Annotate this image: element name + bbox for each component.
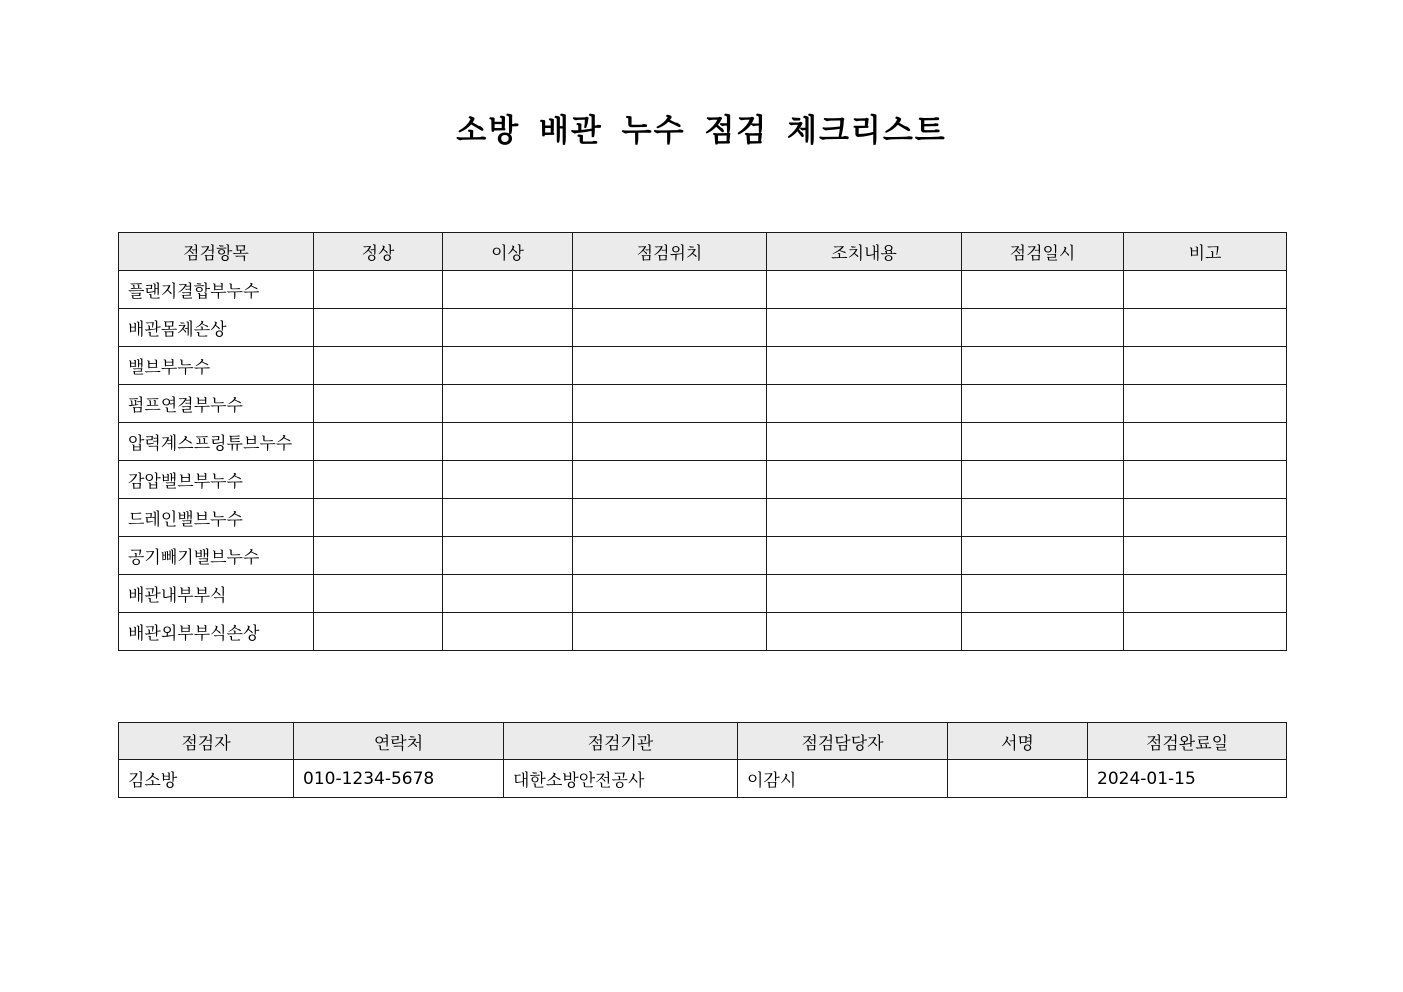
header-agency: 점검기관: [504, 723, 738, 760]
datetime-cell[interactable]: [962, 271, 1124, 309]
location-cell[interactable]: [573, 461, 767, 499]
item-name: 드레인밸브누수: [119, 499, 314, 537]
checklist-row: [119, 499, 1287, 537]
checklist-row: [119, 347, 1287, 385]
datetime-cell[interactable]: [962, 537, 1124, 575]
remarks-cell[interactable]: [1124, 271, 1287, 309]
document-title: 소방 배관 누수 점검 체크리스트: [456, 113, 947, 149]
remarks-cell[interactable]: [1124, 347, 1287, 385]
item-name: 배관몸체손상: [119, 309, 314, 347]
abnormal-cell[interactable]: [443, 575, 573, 613]
checklist-row: [119, 461, 1287, 499]
normal-cell[interactable]: [314, 537, 443, 575]
datetime-cell[interactable]: [962, 347, 1124, 385]
checklist-row: [119, 385, 1287, 423]
abnormal-cell[interactable]: [443, 537, 573, 575]
inspector-info-table: [118, 722, 1287, 798]
datetime-cell[interactable]: [962, 309, 1124, 347]
item-name: 공기빼기밸브누수: [119, 537, 314, 575]
action-cell[interactable]: [767, 461, 962, 499]
datetime-cell[interactable]: [962, 423, 1124, 461]
inspection-agency[interactable]: 대한소방안전공사: [504, 760, 738, 798]
header-inspector: 점검자: [119, 723, 294, 760]
remarks-cell[interactable]: [1124, 423, 1287, 461]
info-row: [119, 760, 1287, 798]
normal-cell[interactable]: [314, 461, 443, 499]
item-name: 펌프연결부누수: [119, 385, 314, 423]
location-cell[interactable]: [573, 499, 767, 537]
contact-number[interactable]: 010-1234-5678: [294, 760, 504, 798]
header-inspection-item: 점검항목: [119, 233, 314, 271]
abnormal-cell[interactable]: [443, 385, 573, 423]
action-cell[interactable]: [767, 575, 962, 613]
action-cell[interactable]: [767, 613, 962, 651]
location-cell[interactable]: [573, 309, 767, 347]
item-name: 배관내부부식: [119, 575, 314, 613]
checklist-table: [118, 232, 1287, 651]
action-cell[interactable]: [767, 423, 962, 461]
manager-name[interactable]: 이감시: [738, 760, 948, 798]
item-name: 플랜지결합부누수: [119, 271, 314, 309]
normal-cell[interactable]: [314, 575, 443, 613]
item-name: 밸브부누수: [119, 347, 314, 385]
header-location: 점검위치: [573, 233, 767, 271]
item-name: 압력계스프링튜브누수: [119, 423, 314, 461]
item-name: 감압밸브부누수: [119, 461, 314, 499]
action-cell[interactable]: [767, 309, 962, 347]
completion-date[interactable]: 2024-01-15: [1088, 760, 1287, 798]
location-cell[interactable]: [573, 537, 767, 575]
header-signature: 서명: [948, 723, 1088, 760]
header-contact: 연락처: [294, 723, 504, 760]
header-completion-date: 점검완료일: [1088, 723, 1287, 760]
remarks-cell[interactable]: [1124, 575, 1287, 613]
abnormal-cell[interactable]: [443, 347, 573, 385]
checklist-row: [119, 613, 1287, 651]
location-cell[interactable]: [573, 347, 767, 385]
checklist-row: [119, 537, 1287, 575]
remarks-cell[interactable]: [1124, 461, 1287, 499]
action-cell[interactable]: [767, 537, 962, 575]
checklist-row: [119, 271, 1287, 309]
remarks-cell[interactable]: [1124, 499, 1287, 537]
action-cell[interactable]: [767, 499, 962, 537]
checklist-row: [119, 575, 1287, 613]
datetime-cell[interactable]: [962, 575, 1124, 613]
remarks-cell[interactable]: [1124, 385, 1287, 423]
normal-cell[interactable]: [314, 271, 443, 309]
header-remarks: 비고: [1124, 233, 1287, 271]
location-cell[interactable]: [573, 575, 767, 613]
location-cell[interactable]: [573, 385, 767, 423]
header-datetime: 점검일시: [962, 233, 1124, 271]
datetime-cell[interactable]: [962, 385, 1124, 423]
info-header-row: [119, 723, 1287, 760]
remarks-cell[interactable]: [1124, 309, 1287, 347]
datetime-cell[interactable]: [962, 461, 1124, 499]
location-cell[interactable]: [573, 613, 767, 651]
abnormal-cell[interactable]: [443, 309, 573, 347]
header-normal: 정상: [314, 233, 443, 271]
abnormal-cell[interactable]: [443, 461, 573, 499]
item-name: 배관외부부식손상: [119, 613, 314, 651]
action-cell[interactable]: [767, 385, 962, 423]
normal-cell[interactable]: [314, 385, 443, 423]
signature-cell[interactable]: [948, 760, 1088, 798]
location-cell[interactable]: [573, 423, 767, 461]
checklist-row: [119, 423, 1287, 461]
normal-cell[interactable]: [314, 309, 443, 347]
action-cell[interactable]: [767, 271, 962, 309]
abnormal-cell[interactable]: [443, 271, 573, 309]
datetime-cell[interactable]: [962, 613, 1124, 651]
remarks-cell[interactable]: [1124, 537, 1287, 575]
normal-cell[interactable]: [314, 499, 443, 537]
abnormal-cell[interactable]: [443, 613, 573, 651]
header-manager: 점검담당자: [738, 723, 948, 760]
normal-cell[interactable]: [314, 423, 443, 461]
location-cell[interactable]: [573, 271, 767, 309]
action-cell[interactable]: [767, 347, 962, 385]
checklist-row: [119, 309, 1287, 347]
abnormal-cell[interactable]: [443, 423, 573, 461]
inspector-name[interactable]: 김소방: [119, 760, 294, 798]
remarks-cell[interactable]: [1124, 613, 1287, 651]
abnormal-cell[interactable]: [443, 499, 573, 537]
header-abnormal: 이상: [443, 233, 573, 271]
normal-cell[interactable]: [314, 613, 443, 651]
header-action: 조치내용: [767, 233, 962, 271]
normal-cell[interactable]: [314, 347, 443, 385]
checklist-header-row: [119, 233, 1287, 271]
datetime-cell[interactable]: [962, 499, 1124, 537]
